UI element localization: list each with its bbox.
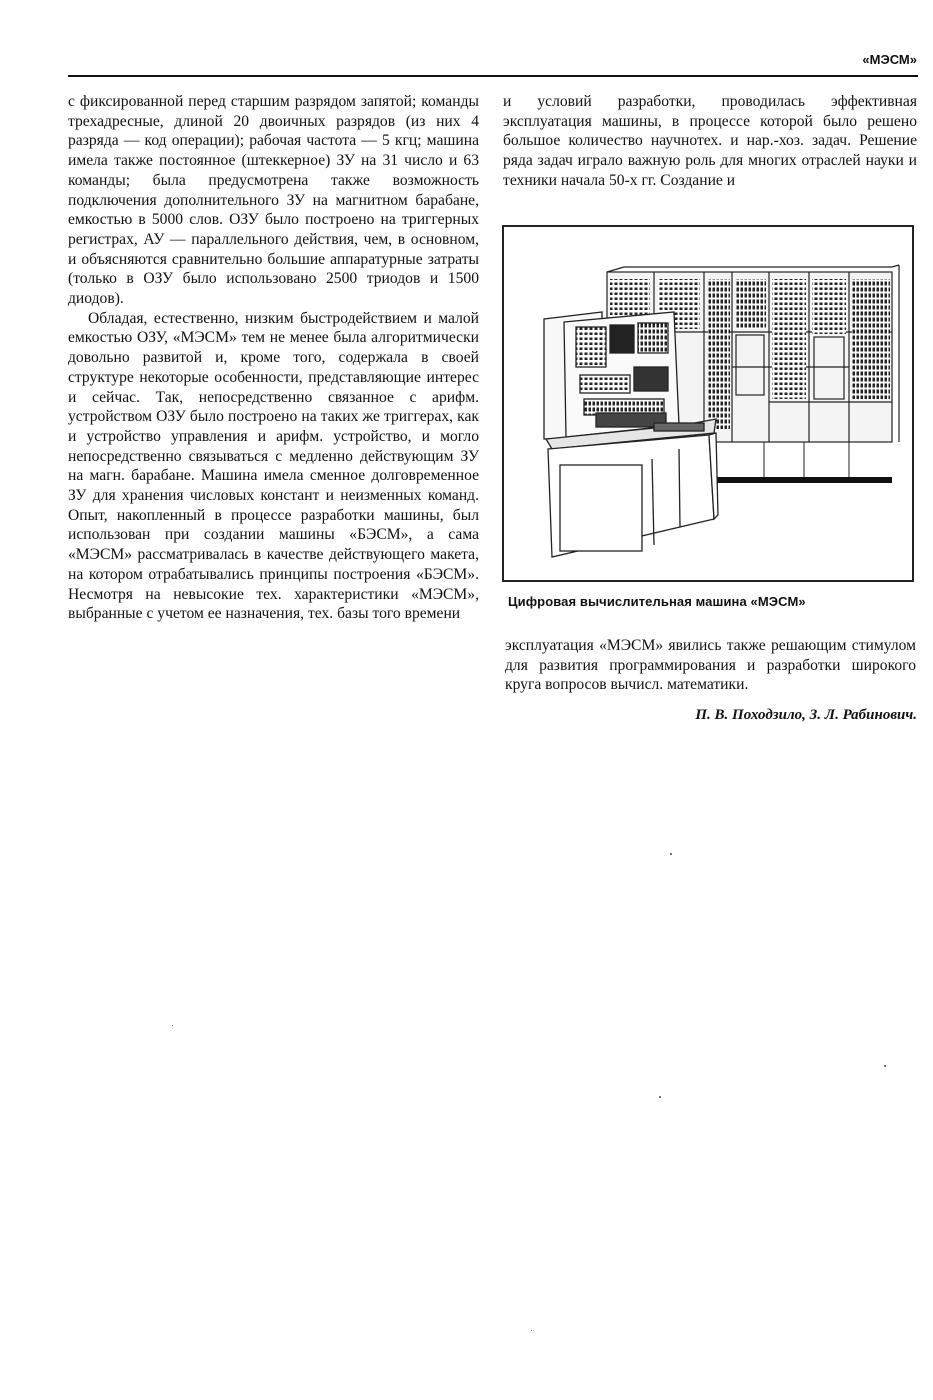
right-paragraph-bottom: эксплуатация «МЭСМ» явились также решающим стимулом для развития программирования и разработки широкого круга вопросов вычисл. математики.	[505, 637, 916, 694]
header-rule	[68, 75, 918, 77]
figure-caption: Цифровая вычислительная машина «МЭСМ»	[508, 594, 806, 609]
left-column	[68, 92, 479, 624]
right-paragraph-top: и условий разработки, проводилась эффективная эксплуатация машины, в процессе которой было решено большое количество научнотех. и нар.-хоз. задач. Решение ряда задач играло важную роль для многих отраслей науки и техники начала 50-х гг. Создание и	[503, 93, 917, 189]
right-column-bottom	[505, 636, 916, 695]
figure-frame	[502, 225, 914, 582]
right-column-top	[503, 92, 917, 191]
scan-speck	[172, 1025, 173, 1026]
mesm-computer-drawing	[504, 227, 912, 580]
running-title: «МЭСМ»	[862, 52, 917, 67]
article-authors: П. В. Походзило, З. Л. Рабинович.	[695, 707, 917, 723]
scan-speck	[531, 1330, 532, 1331]
scan-speck	[659, 1096, 661, 1098]
left-paragraph-2: Обладая, естественно, низким быстродействием и малой емкостью ОЗУ, «МЭСМ» тем не менее была алгоритмически довольно развитой и, кроме того, содержала в своей структуре некоторые особенности, представляющие интерес и сейчас. Так, непосредственно связанное с арифм. устройством ОЗУ было построено на таких же триггерах, как и устройство управления и арифм. устройство, и могло непосредственно связываться с медленно действующим ЗУ на магн. барабане. Машина имела сменное долговременное ЗУ для хранения числовых констант и неизменных команд. Опыт, накопленный в процессе разработки машины, был использован при создании машины «БЭСМ», а сама «МЭСМ» рассматривалась в качестве действующего макета, на котором отрабатывались принципы построения «БЭСМ». Несмотря на невысокие тех. характеристики «МЭСМ», выбранные с учетом ее назначения, тех. базы того времени	[68, 309, 479, 623]
scan-speck	[670, 853, 672, 855]
left-paragraph-1: с фиксированной перед старшим разрядом запятой; команды трехадресные, длиной 20 двоичных разрядов (из них 4 разряда — код операции); рабочая частота — 5 кгц; машина имела также постоянное (штеккерное) ЗУ на 31 число и 63 команды; была предусмотрена также возможность подключения дополнительного ЗУ на магнитном барабане, емкостью в 5000 слов. ОЗУ было построено на триггерных регистрах, АУ — параллельного действия, чем, в основном, и объясняются сравнительно большие аппаратурные затраты (только в ОЗУ было использовано 2500 триодов и 1500 диодов).	[68, 93, 479, 308]
scan-speck	[884, 1065, 886, 1067]
